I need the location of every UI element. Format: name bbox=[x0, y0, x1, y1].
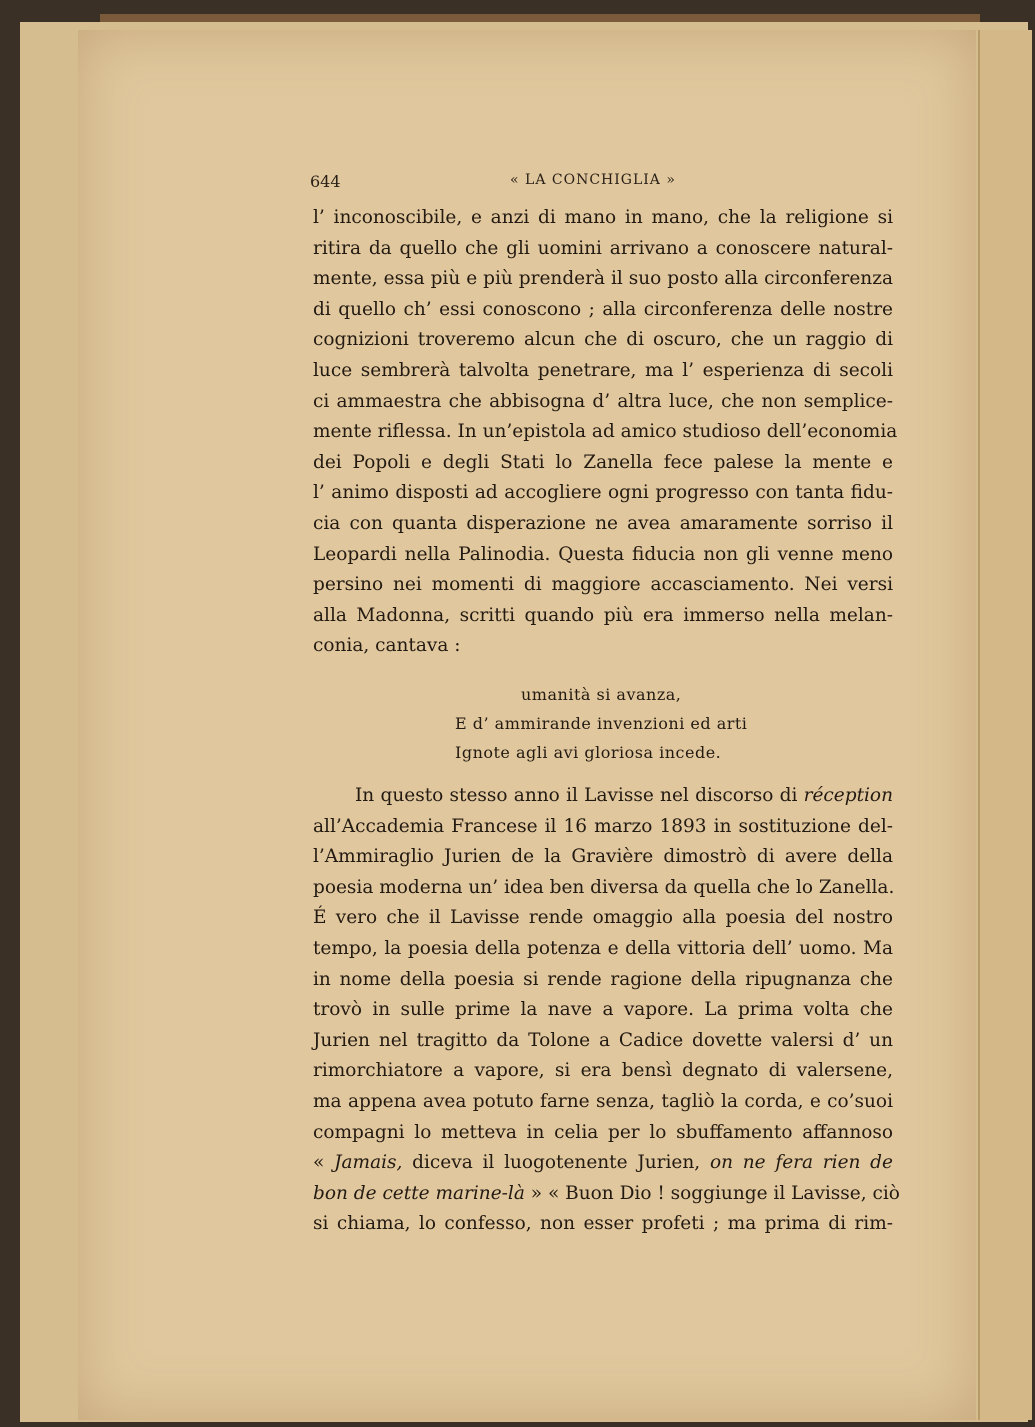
paragraph-1 bbox=[313, 203, 898, 662]
italic-quote: bon de cette marine-là bbox=[313, 1182, 525, 1204]
text-line: conia, cantava : bbox=[313, 635, 461, 657]
text-line: si chiama, lo confesso, non esser profeti ; ma prima di rim- bbox=[313, 1213, 893, 1235]
text-line: ma appena avea potuto farne senza, tagliò la corda, e co’suoi bbox=[313, 1090, 893, 1112]
text-line bbox=[313, 781, 893, 812]
poem-quote bbox=[455, 680, 875, 767]
text-line: cia con quanta disperazione ne avea amaramente sorriso il bbox=[313, 512, 893, 534]
next-page-edge bbox=[978, 30, 1032, 1420]
text-line: persino nei momenti di maggiore accasciamento. Nei versi bbox=[313, 574, 893, 596]
italic-quote: on ne fera rien de bbox=[709, 1152, 893, 1174]
text-line: ci ammaestra che abbisogna d’ altra luce, che non semplice- bbox=[313, 390, 893, 412]
text-line: Leopardi nella Palinodia. Questa fiducia non gli venne meno bbox=[313, 543, 893, 565]
text-line: mente, essa più e più prenderà il suo posto alla circonferenza bbox=[313, 268, 893, 290]
poem-verse: Ignote agli avi gloriosa incede. bbox=[455, 743, 722, 762]
text-segment: « bbox=[313, 1152, 325, 1174]
text-segment: » « Buon Dio ! soggiunge il Lavisse, ciò bbox=[530, 1182, 900, 1204]
text-line: Jurien nel tragitto da Tolone a Cadice dovette valersi d’ un bbox=[313, 1029, 893, 1051]
text-segment: diceva il luogotenente Jurien, bbox=[412, 1152, 701, 1174]
text-line: É vero che il Lavisse rende omaggio alla poesia del nostro bbox=[313, 907, 893, 929]
running-title: « LA CONCHIGLIA » bbox=[510, 172, 676, 188]
page-number: 644 bbox=[310, 172, 341, 191]
page-header bbox=[310, 172, 895, 196]
text-line: l’ animo disposti ad accogliere ogni progresso con tanta fidu- bbox=[313, 482, 893, 504]
text-segment: In questo stesso anno il Lavisse nel discorso di bbox=[355, 785, 798, 806]
poem-verse: umanità si avanza, bbox=[521, 685, 682, 704]
text-line: compagni lo metteva in celia per lo sbuffamento affannoso bbox=[313, 1121, 893, 1143]
text-line: di quello ch’ essi conoscono ; alla circonferenza delle nostre bbox=[313, 298, 893, 320]
text-line: mente riflessa. In un’epistola ad amico studioso dell’economia bbox=[313, 421, 898, 443]
text-line bbox=[313, 1179, 900, 1210]
text-line: all’Accademia Francese il 16 marzo 1893 in sostituzione del- bbox=[313, 815, 893, 837]
text-line: luce sembrerà talvolta penetrare, ma l’ esperienza di secoli bbox=[313, 359, 893, 381]
text-line: poesia moderna un’ idea ben diversa da quella che lo Zanella. bbox=[313, 876, 895, 898]
text-line: cognizioni troveremo alcun che di oscuro, che un raggio di bbox=[313, 329, 893, 351]
text-line: l’Ammiraglio Jurien de la Gravière dimostrò di avere della bbox=[313, 846, 893, 868]
text-line: l’ inconoscibile, e anzi di mano in mano, che la religione si bbox=[313, 207, 893, 228]
paragraph-2 bbox=[313, 781, 900, 1240]
italic-quote: Jamais, bbox=[334, 1152, 403, 1174]
italic-term: réception bbox=[803, 785, 893, 806]
text-line: rimorchiatore a vapore, si era bensì degnato di valersene, bbox=[313, 1060, 893, 1082]
text-line: in nome della poesia si rende ragione della ripugnanza che bbox=[313, 968, 893, 990]
text-line: alla Madonna, scritti quando più era immerso nella melan- bbox=[313, 604, 893, 626]
poem-verse: E d’ ammirande invenzioni ed arti bbox=[455, 714, 748, 733]
text-line: dei Popoli e degli Stati lo Zanella fece palese la mente e bbox=[313, 451, 893, 473]
text-line: trovò in sulle prime la nave a vapore. La prima volta che bbox=[313, 999, 893, 1021]
text-line bbox=[313, 1148, 893, 1179]
text-line: ritira da quello che gli uomini arrivano a conoscere natural- bbox=[313, 237, 893, 259]
text-line: tempo, la poesia della potenza e della vittoria dell’ uomo. Ma bbox=[313, 937, 893, 959]
